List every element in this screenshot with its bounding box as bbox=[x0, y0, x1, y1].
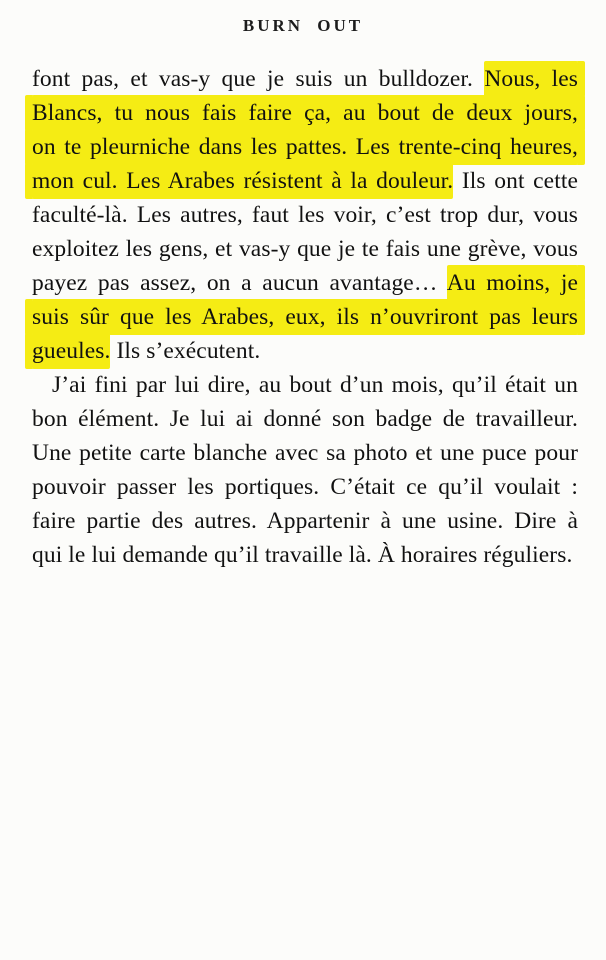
page-body-text bbox=[32, 62, 578, 572]
text-line bbox=[32, 232, 578, 266]
text-segment: Ils s’exécutent. bbox=[110, 338, 261, 364]
text-line bbox=[32, 402, 578, 436]
text-segment: payez pas assez, on a aucun avantage… bbox=[32, 270, 447, 296]
text-line bbox=[32, 198, 578, 232]
highlighted-text: Nous, les bbox=[484, 61, 578, 97]
text-line bbox=[32, 62, 578, 96]
highlighted-text: suis sûr que les Arabes, eux, ils n’ouvriront pas leurs bbox=[32, 299, 578, 335]
text-line bbox=[32, 538, 578, 572]
text-line bbox=[32, 300, 578, 334]
text-segment: J’ai fini par lui dire, au bout d’un mois, qu’il était un bbox=[52, 372, 578, 398]
text-line bbox=[32, 368, 578, 402]
text-segment: pouvoir passer les portiques. C’était ce qu’il voulait : bbox=[32, 474, 578, 500]
text-segment: Une petite carte blanche avec sa photo et une puce pour bbox=[32, 440, 578, 466]
text-segment: bon élément. Je lui ai donné son badge de travailleur. bbox=[32, 406, 578, 432]
text-segment: Ils ont cette bbox=[453, 168, 578, 194]
page-title: BURN OUT bbox=[242, 16, 364, 35]
text-segment: faculté-là. Les autres, faut les voir, c’est trop dur, vous bbox=[32, 202, 578, 228]
text-segment: qui le lui demande qu’il travaille là. À horaires réguliers. bbox=[32, 542, 573, 568]
text-line bbox=[32, 164, 578, 198]
text-line bbox=[32, 470, 578, 504]
running-header bbox=[0, 16, 606, 36]
text-line bbox=[32, 436, 578, 470]
text-line bbox=[32, 504, 578, 538]
highlighted-text: gueules. bbox=[32, 333, 110, 369]
text-line bbox=[32, 130, 578, 164]
text-line bbox=[32, 96, 578, 130]
text-line bbox=[32, 266, 578, 300]
text-line bbox=[32, 334, 578, 368]
text-segment: exploitez les gens, et vas-y que je te fais une grève, vous bbox=[32, 236, 578, 262]
highlighted-text: Blancs, tu nous fais faire ça, au bout de deux jours, bbox=[32, 95, 578, 131]
highlighted-text: on te pleurniche dans les pattes. Les trente-cinq heures, bbox=[32, 129, 578, 165]
text-segment: faire partie des autres. Appartenir à une usine. Dire à bbox=[32, 508, 578, 534]
text-segment: font pas, et vas-y que je suis un bulldozer. bbox=[32, 66, 485, 92]
highlighted-text: mon cul. Les Arabes résistent à la douleur. bbox=[32, 163, 453, 199]
highlighted-text: Au moins, je bbox=[447, 265, 578, 301]
